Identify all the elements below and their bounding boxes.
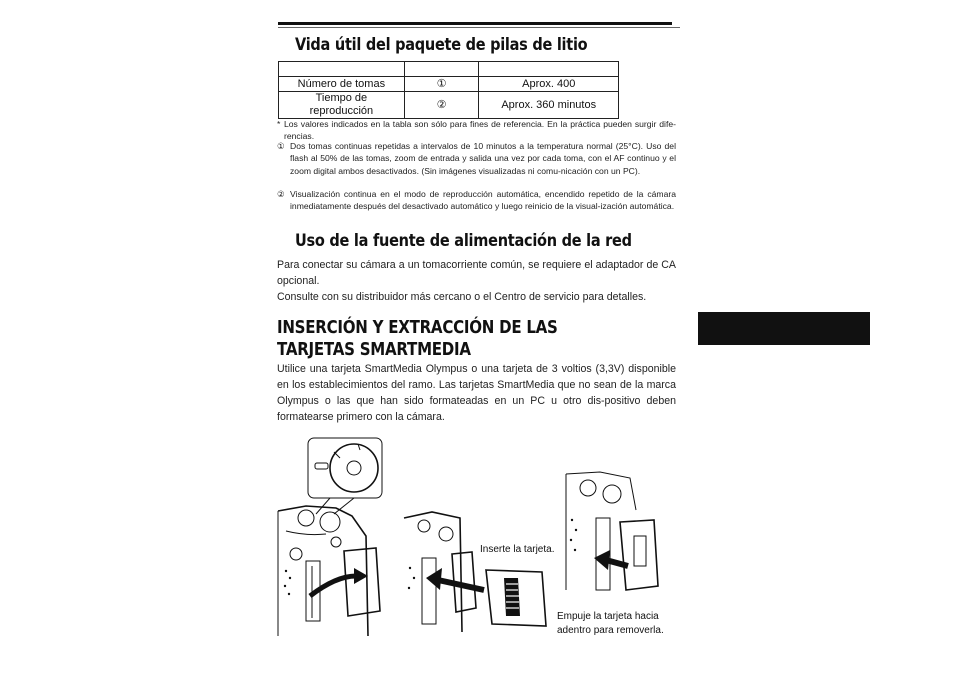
camera-open-cover-illustration bbox=[276, 436, 396, 636]
caption-remove-line1: Empuje la tarjeta hacia bbox=[557, 611, 659, 622]
card-section-title-line1: INSERCIÓN Y EXTRACCIÓN DE LAS bbox=[277, 318, 558, 338]
table-row bbox=[279, 92, 619, 119]
card-section-title-line2: TARJETAS SMARTMEDIA bbox=[277, 340, 471, 360]
ac-section-title: Uso de la fuente de alimentación de la red bbox=[295, 231, 632, 250]
note-text: Visualización continua en el modo de reproducción automática, encendido repetido de la cámara inmediatamente después del desactivado automático y luego reinicio de la visual-ización automática. bbox=[290, 189, 676, 212]
battery-section-title: Vida útil del paquete de pilas de litio bbox=[295, 35, 588, 54]
ac-paragraph bbox=[277, 257, 676, 305]
note-marker: ① bbox=[277, 141, 285, 151]
table-cell-ref: ② bbox=[404, 92, 479, 119]
footnote-2 bbox=[277, 188, 676, 213]
insert-arrow bbox=[426, 568, 442, 590]
table-cell-label: Tiempo de reproducción bbox=[279, 92, 405, 119]
table-cell-ref: ① bbox=[404, 77, 479, 92]
table-row bbox=[279, 77, 619, 92]
table-cell-value: Aprox. 400 bbox=[479, 77, 619, 92]
note-text: Dos tomas continuas repetidas a intervalos de 10 minutos a la temperatura normal (25°C). Uso del flash al 50% de las tomas, zoom de entrada y salida una vez por cada toma, con el AF continuo y el zoom digital ambos desactivados. (Sin imágenes visualizadas ni comu-nicación con un PC). bbox=[290, 141, 676, 176]
caption-remove-line2: adentro para removerla. bbox=[557, 624, 664, 636]
note-marker: ② bbox=[277, 189, 285, 199]
caption-insert: Inserte la tarjeta. bbox=[480, 544, 555, 555]
note-text: Los valores indicados en la tabla son sólo para fines de referencia. En la práctica pueden surgir dife-rencias. bbox=[284, 119, 676, 142]
chapter-tab bbox=[698, 312, 870, 345]
caption-remove bbox=[557, 610, 664, 637]
ac-paragraph-1: Para conectar su cámara a un tomacorriente común, se requiere el adaptador de CA opcional. bbox=[277, 259, 676, 287]
footnote-asterisk bbox=[277, 118, 676, 143]
footnote-1 bbox=[277, 140, 676, 177]
top-rule-thin bbox=[278, 27, 680, 28]
card-remove-illustration bbox=[560, 470, 672, 610]
card-cover bbox=[344, 548, 380, 616]
mode-dial bbox=[330, 444, 378, 492]
table-cell-value: Aprox. 360 minutos bbox=[479, 92, 619, 119]
table-header-row bbox=[279, 62, 619, 77]
open-arrow bbox=[310, 576, 356, 596]
battery-life-table bbox=[278, 61, 619, 119]
table-cell-label: Número de tomas bbox=[279, 77, 405, 92]
camera-body-outline bbox=[566, 472, 636, 510]
ac-paragraph-2: Consulte con su distribuidor más cercano o el Centro de servicio para detalles. bbox=[277, 291, 647, 303]
card-insert-illustration bbox=[402, 508, 555, 632]
mode-dial-callout-box bbox=[308, 438, 382, 498]
card-paragraph: Utilice una tarjeta SmartMedia Olympus o una tarjeta de 3 voltios (3,3V) disponible en los establecimientos del ramo. Las tarjetas SmartMedia que no sean de la marca Olympus o las que han sido formateadas en un PC u otro dis-positivo deben formatearse primero con la cámara. bbox=[277, 363, 676, 423]
top-rule bbox=[278, 22, 672, 25]
note-marker: * bbox=[277, 119, 281, 129]
